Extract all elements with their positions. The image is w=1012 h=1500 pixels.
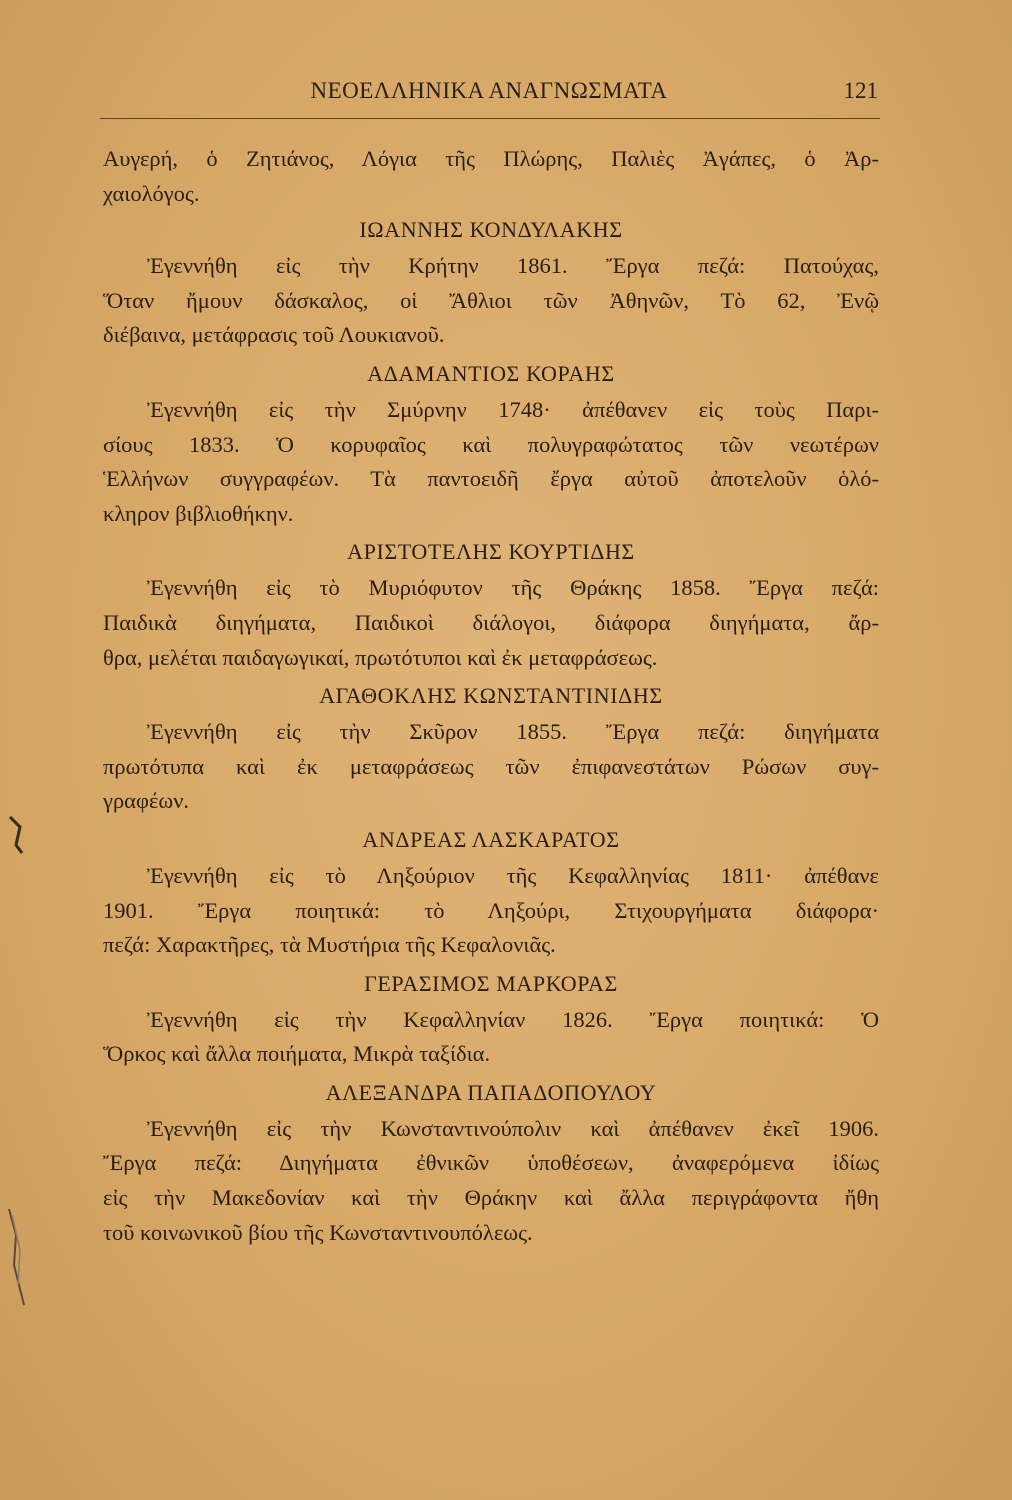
text-line: κληρον βιβλιοθήκην. <box>103 500 294 526</box>
author-entry-kondylakis <box>103 211 879 353</box>
author-heading: ΑΔΑΜΑΝΤΙΟΣ ΚΟΡΑΗΣ <box>367 360 615 386</box>
page-number: 121 <box>843 78 878 103</box>
author-heading: ΑΓΑΘΟΚΛΗΣ ΚΩΝΣΤΑΝΤΙΝΙΔΗΣ <box>319 683 663 709</box>
text-line: Ἐγεννήθη εἰς τὴν Σκῦρον 1855. Ἔργα πεζά: διηγήματα <box>147 719 879 745</box>
text-line: σίους 1833. Ὁ κορυφαῖος καὶ πολυγραφώτατος τῶν νεωτέρων <box>103 431 879 457</box>
author-entry-kourtidis <box>103 533 879 675</box>
continued-text <box>103 142 879 211</box>
author-entry-korais <box>103 355 879 531</box>
text-line: Ἔργα πεζά: Διηγήματα ἐθνικῶν ὑποθέσεων, ἀναφερόμενα ἰδίως <box>103 1150 879 1176</box>
text-line: εἰς τὴν Μακεδονίαν καὶ τὴν Θράκην καὶ ἄλλα περιγράφοντα ἤθη <box>103 1185 879 1211</box>
author-heading: ΙΩΑΝΝΗΣ ΚΟΝΔΥΛΑΚΗΣ <box>359 217 623 243</box>
author-entry-markoras <box>103 965 879 1072</box>
author-heading: ΓΕΡΑΣΙΜΟΣ ΜΑΡΚΟΡΑΣ <box>364 970 618 996</box>
text-line: Παιδικὰ διηγήματα, Παιδικοὶ διάλογοι, διάφορα διηγήματα, ἄρ- <box>103 609 879 635</box>
header-rule <box>100 118 880 119</box>
author-entry-papadopoulou <box>103 1074 879 1250</box>
page-body <box>103 142 879 1252</box>
text-line: πρωτότυπα καὶ ἐκ μεταφράσεως τῶν ἐπιφανεστάτων Ρώσων συγ- <box>103 753 879 779</box>
author-heading: ΑΝΔΡΕΑΣ ΛΑΣΚΑΡΑΤΟΣ <box>362 826 620 852</box>
text-line: Ἐγεννήθη εἰς τὴν Κωνσταντινούπολιν καὶ ἀπέθανεν ἐκεῖ 1906. <box>147 1115 879 1141</box>
binding-thread-mark <box>6 815 26 855</box>
text-line: Ἐγεννήθη εἰς τὴν Σμύρνην 1748· ἀπέθανεν εἰς τοὺς Παρι- <box>147 396 879 422</box>
author-entry-laskaratos <box>103 821 879 963</box>
text-line: 1901. Ἔργα ποιητικά: τὸ Ληξούρι, Στιχουργήματα διάφορα· <box>103 897 879 923</box>
text-line: Ἐγεννήθη εἰς τὴν Κεφαλληνίαν 1826. Ἔργα ποιητικά: Ὁ <box>147 1006 879 1032</box>
text-line: πεζά: Χαρακτῆρες, τὰ Μυστήρια τῆς Κεφαλονιᾶς. <box>103 932 556 958</box>
author-heading: ΑΛΕΞΑΝΔΡΑ ΠΑΠΑΔΟΠΟΥΛΟΥ <box>325 1079 657 1105</box>
running-header <box>100 78 878 114</box>
text-line: Αυγερή, ὁ Ζητιάνος, Λόγια τῆς Πλώρης, Παλιὲς Ἀγάπες, ὁ Ἀρ- <box>103 146 879 171</box>
author-heading: ΑΡΙΣΤΟΤΕΛΗΣ ΚΟΥΡΤΙΔΗΣ <box>347 539 635 565</box>
text-line: Ὅταν ἤμουν δάσκαλος, οἱ Ἄθλιοι τῶν Ἀθηνῶν, Τὸ 62, Ἐνῷ <box>103 287 879 313</box>
text-line: Ἐγεννήθη εἰς τὴν Κρήτην 1861. Ἔργα πεζά: Πατούχας, <box>147 253 879 279</box>
text-line: Ἑλλήνων συγγραφέων. Τὰ παντοειδῆ ἔργα αὐτοῦ ἀποτελοῦν ὁλό- <box>103 466 879 492</box>
text-line: χαιολόγος. <box>103 180 200 206</box>
text-line: διέβαινα, μετάφρασις τοῦ Λουκιανοῦ. <box>103 322 445 348</box>
running-title: ΝΕΟΕΛΛΗΝΙΚΑ ΑΝΑΓΝΩΣΜΑΤΑ <box>310 78 668 103</box>
text-line: Ἐγεννήθη εἰς τὸ Ληξούριον τῆς Κεφαλληνίας 1811· ἀπέθανε <box>147 862 879 888</box>
author-entry-konstantinidis <box>103 677 879 819</box>
text-line: τοῦ κοινωνικοῦ βίου τῆς Κωνσταντινουπόλεως. <box>103 1219 533 1245</box>
binding-thread-mark-lower <box>6 1205 26 1315</box>
text-line: θρα, μελέται παιδαγωγικαί, πρωτότυποι καὶ ἐκ μεταφράσεως. <box>103 644 658 670</box>
text-line: Ὅρκος καὶ ἄλλα ποιήματα, Μικρὰ ταξίδια. <box>103 1041 491 1067</box>
text-line: γραφέων. <box>103 788 190 814</box>
text-line: Ἐγεννήθη εἰς τὸ Μυριόφυτον τῆς Θράκης 1858. Ἔργα πεζά: <box>147 575 879 601</box>
